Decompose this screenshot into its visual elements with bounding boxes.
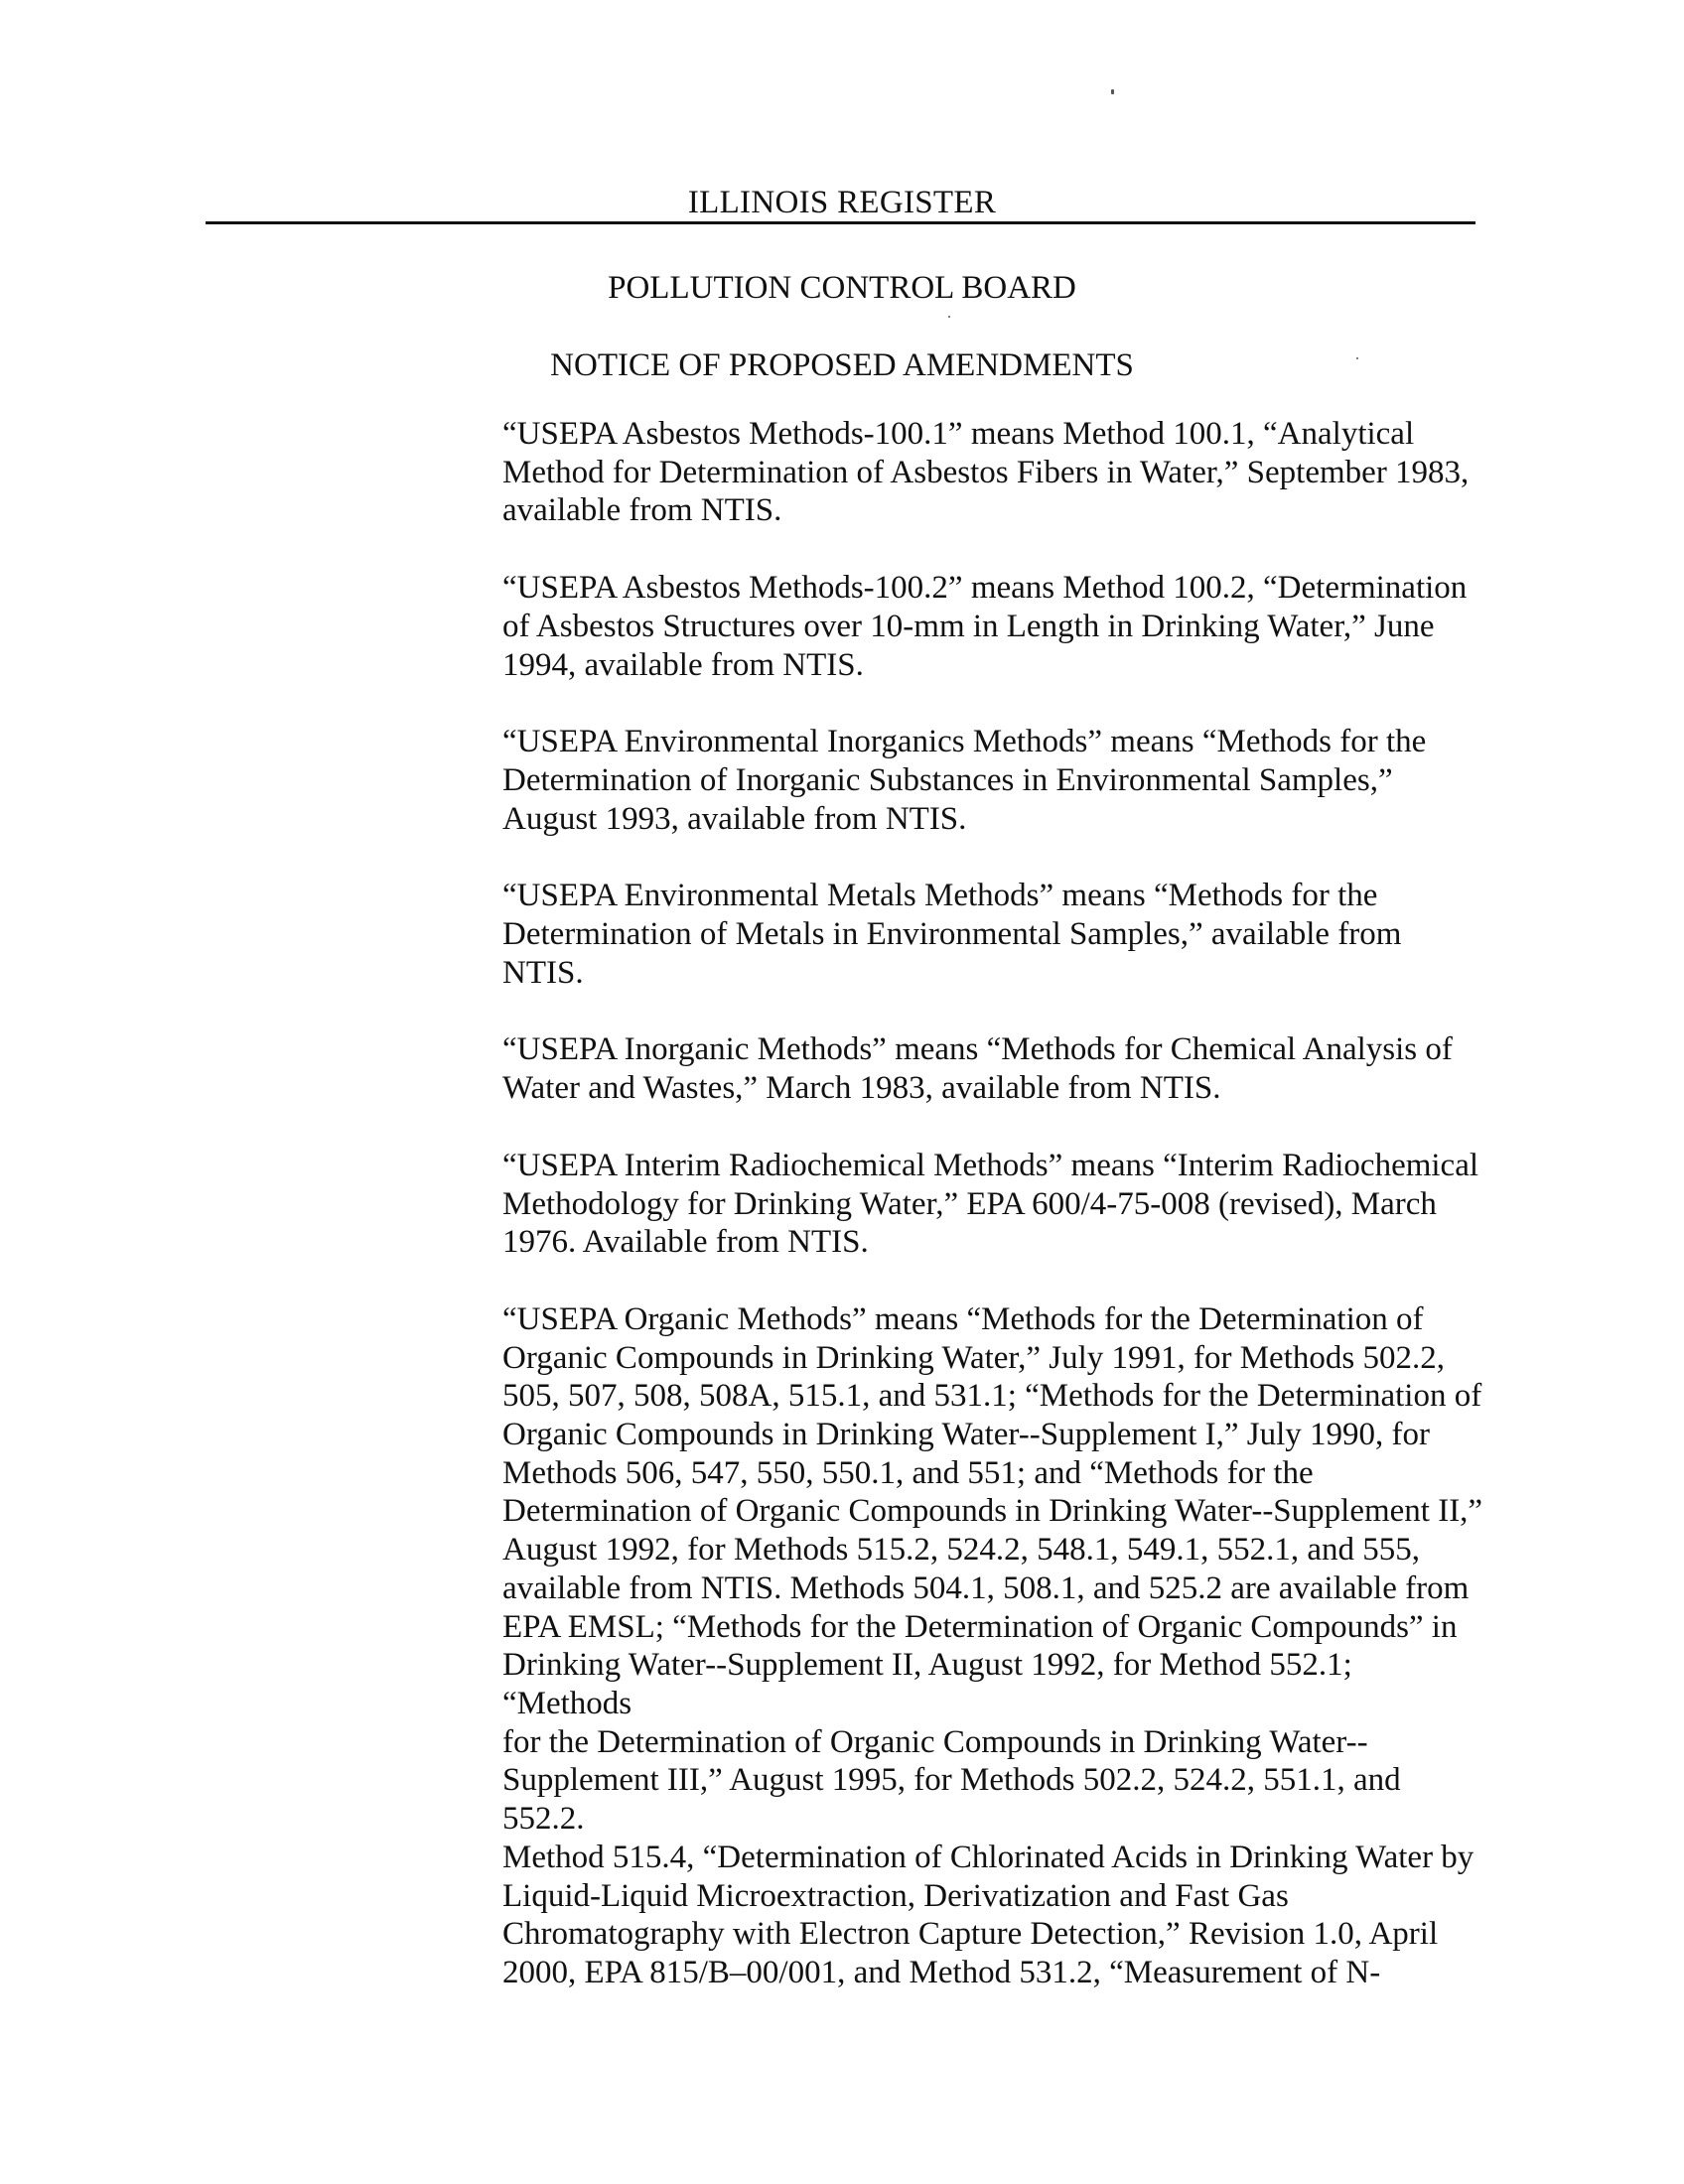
definition-environmental-inorganics: “USEPA Environmental Inorganics Methods” means “Methods for the Determination of Inorganic Substances in Environmental Samples,” August 1993, available from NTIS. bbox=[502, 724, 1427, 837]
definition-asbestos-100-2: “USEPA Asbestos Methods-100.2” means Method 100.2, “Determination of Asbestos Structures over 10-mm in Length in Drinking Water,” June 1994, available from NTIS. bbox=[502, 570, 1468, 683]
definitions-body bbox=[502, 415, 1489, 2031]
definition-organic-methods: “USEPA Organic Methods” means “Methods for the Determination of Organic Compounds in Drinking Water,” July 1991, for Methods 502.2, 505, 507, 508, 508A, 515.1, and 531.1; “Methods for the Determination of Organic Compounds in Drinking Water--Supplement I,” July 1990, for Methods 506, 547, 550, 550.1, and 551; and “Methods for the Determination of Organic Compounds in Drinking Water--Supplement II,” August 1992, for Methods 515.2, 524.2, 548.1, 549.1, 552.1, and 555, available from NTIS. Methods 504.1, 508.1, and 525.2 are available from EPA EMSL; “Methods for the Determination of Organic Compounds” in Drinking Water--Supplement II, August 1992, for Method 552.1; “Methods for the Determination of Organic Compounds in Drinking Water-- Supplement III,” August 1995, for Methods 502.2, 524.2, 551.1, and 552.2. Method 515.4, “Determination of Chlorinated Acids in Drinking Water by Liquid-Liquid Microextraction, Derivatization and Fast Gas Chromatography with Electron Capture Detection,” Revision 1.0, April 2000, EPA 815/B–00/001, and Method 531.2, “Measurement of N- bbox=[502, 1300, 1483, 1990]
register-title: ILLINOIS REGISTER bbox=[687, 185, 997, 220]
notice-heading: NOTICE OF PROPOSED AMENDMENTS bbox=[550, 347, 1134, 383]
scan-speck bbox=[1111, 89, 1114, 94]
scan-speck bbox=[948, 316, 950, 318]
definition-asbestos-100-1: “USEPA Asbestos Methods-100.1” means Method 100.1, “Analytical Method for Determination of Asbestos Fibers in Water,” September 1983, available from NTIS. bbox=[502, 416, 1470, 529]
board-name: POLLUTION CONTROL BOARD bbox=[608, 270, 1076, 306]
header-rule bbox=[206, 221, 1475, 224]
definition-interim-radiochemical: “USEPA Interim Radiochemical Methods” means “Interim Radiochemical Methodology for Drinking Water,” EPA 600/4-75-008 (revised), March 1976. Available from NTIS. bbox=[502, 1147, 1479, 1261]
definition-inorganic-methods: “USEPA Inorganic Methods” means “Methods for Chemical Analysis of Water and Wastes,” March 1983, available from NTIS. bbox=[502, 1031, 1453, 1107]
definition-environmental-metals: “USEPA Environmental Metals Methods” means “Methods for the Determination of Metals in Environmental Samples,” available from NTIS. bbox=[502, 878, 1402, 991]
